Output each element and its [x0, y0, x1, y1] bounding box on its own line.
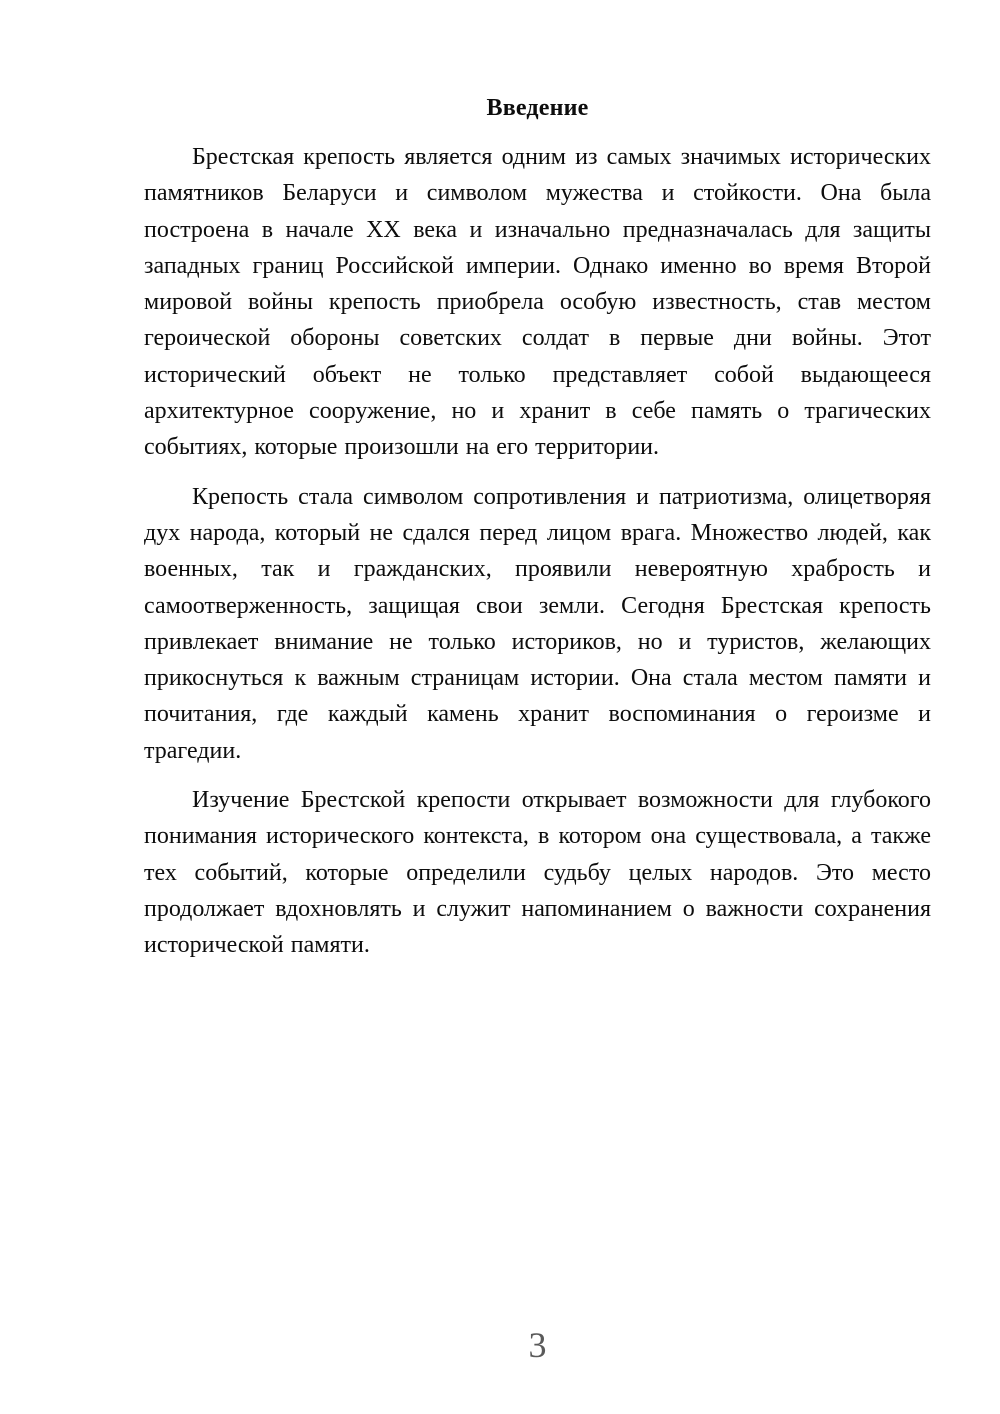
document-content — [144, 90, 931, 964]
page-number: 3 — [528, 1325, 547, 1365]
paragraph-symbol-resistance: Крепость стала символом сопротивления и патриотизма, олицетворяя дух народа, который не сдался перед лицом врага. Множество людей, как военных, так и гражданских, проявили невероятную храбрость и самоотверженность, защищая свои земли. Сегодня Брестская крепость привлекает внимание не только историков, но и туристов, желающих прикоснуться к важным страницам истории. Она стала местом памяти и почитания, где каждый камень хранит воспоминания о героизме и трагедии. — [144, 483, 931, 764]
paragraph-study-significance: Изучение Брестской крепости открывает возможности для глубокого понимания исторического контекста, в котором она существовала, а также тех событий, которые определили судьбу целых народов. Это место продолжает вдохновлять и служит напоминанием о важности сохранения исторической памяти. — [144, 787, 931, 959]
page-title: Введение — [486, 95, 589, 121]
paragraph-intro-fortress: Брестская крепость является одним из самых значимых исторических памятников Беларуси и символом мужества и стойкости. Она была построена в начале XX века и изначально предназначалась для защиты западных границ Российской империи. Однако именно во время Второй мировой войны крепость приобрела особую известность, став местом героической обороны советских солдат в первые дни войны. Этот исторический объект не только представляет собой выдающееся архитектурное сооружение, но и хранит в себе память о трагических событиях, которые произошли на его территории. — [144, 144, 931, 461]
